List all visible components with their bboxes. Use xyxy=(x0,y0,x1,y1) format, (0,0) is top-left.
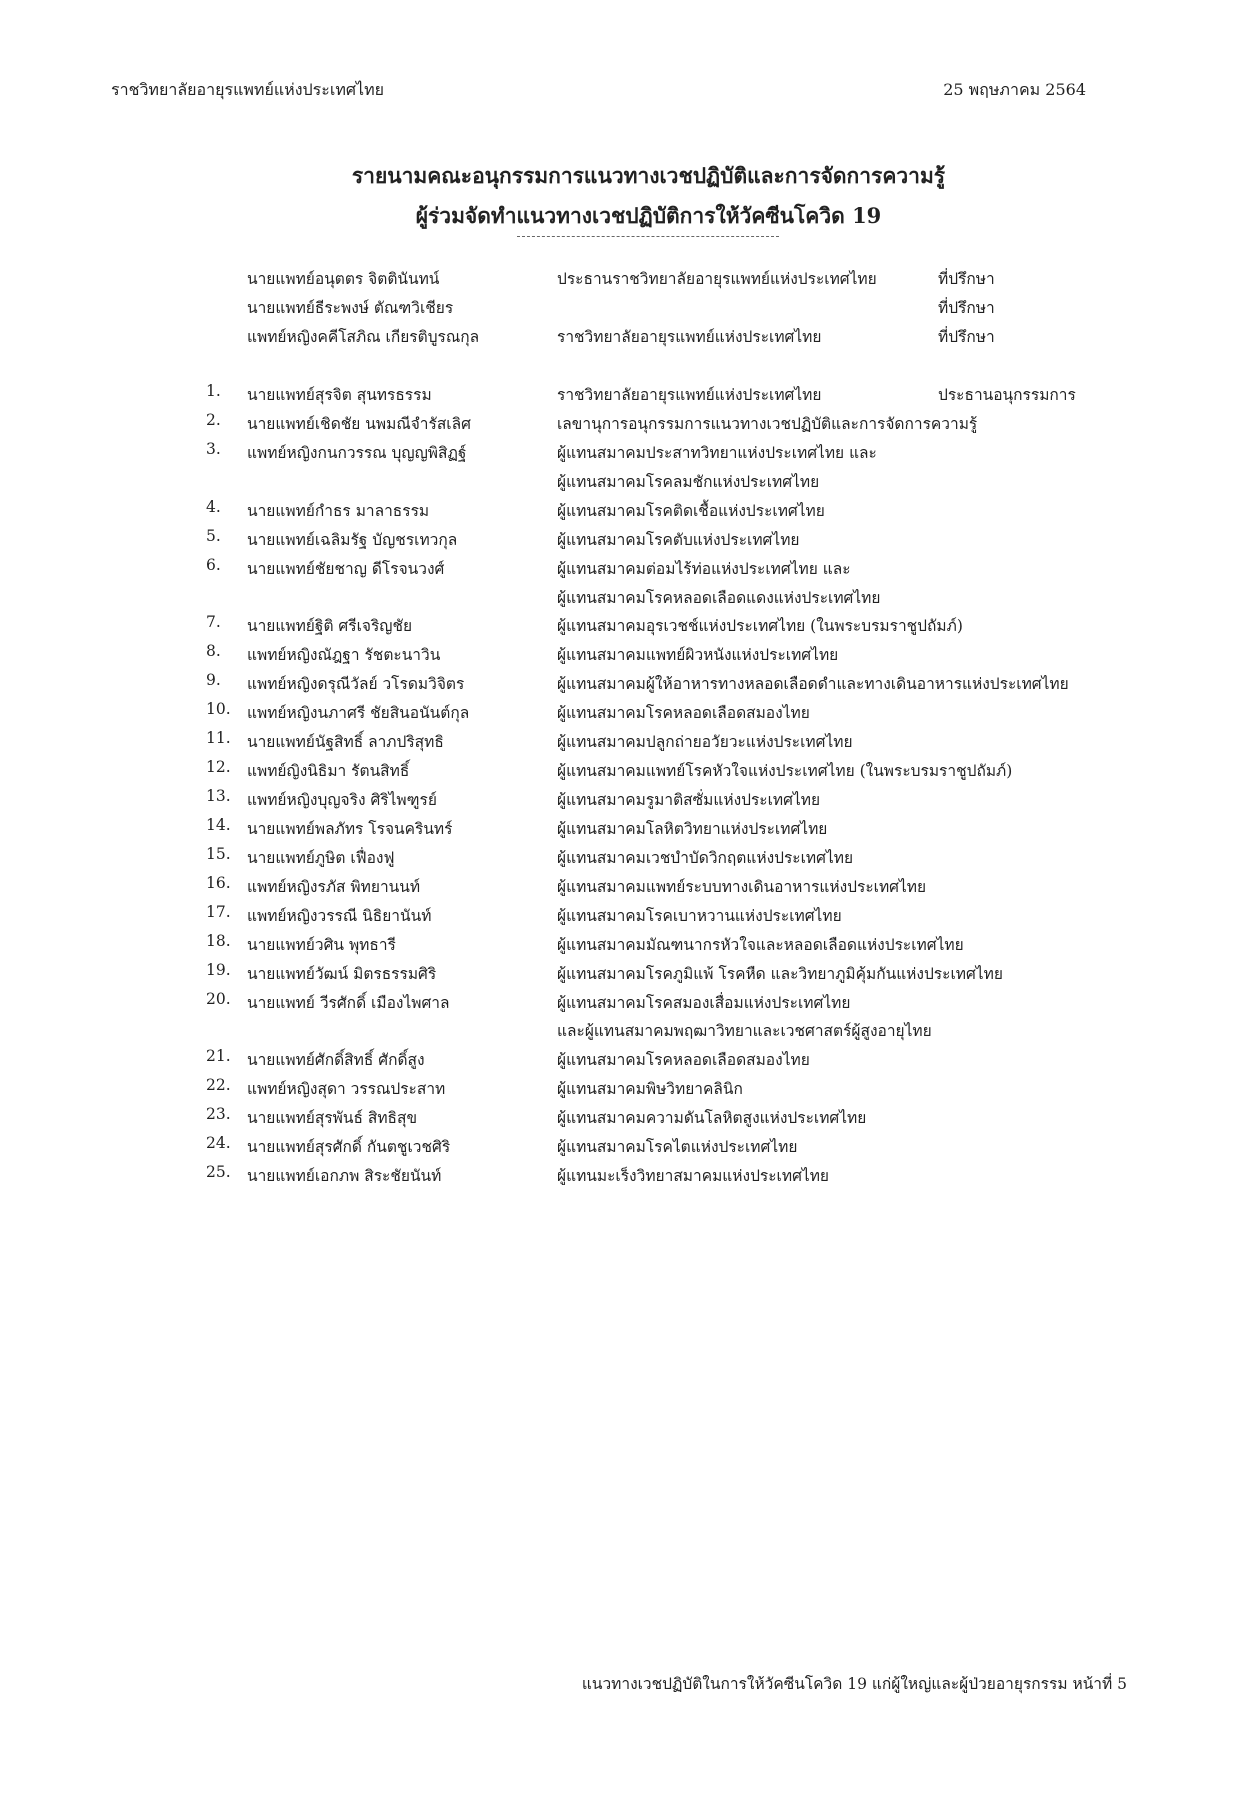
member-name: นายแพทย์เชิดชัย นพมณีจำรัสเลิศ xyxy=(247,415,471,433)
member-number: 9. xyxy=(206,671,221,689)
member-number: 3. xyxy=(206,440,221,458)
member-number: 23. xyxy=(206,1105,231,1123)
advisor-name: นายแพทย์ธีระพงษ์ ตัณฑวิเชียร xyxy=(247,299,454,317)
page-footer: แนวทางเวชปฏิบัติในการให้วัคซีนโควิด 19 แก่ผู้ใหญ่และผู้ป่วยอายุรกรรม หน้าที่ 5 xyxy=(581,1675,1127,1693)
member-name: แพทย์ญิงนิธิมา รัตนสิทธิ์ xyxy=(247,762,410,780)
member-affiliation: ผู้แทนสมาคมเวชบำบัดวิกฤตแห่งประเทศไทย xyxy=(557,849,854,867)
advisor-affiliation: ราชวิทยาลัยอายุรแพทย์แห่งประเทศไทย xyxy=(557,328,822,346)
member-number: 24. xyxy=(206,1134,231,1152)
member-name: นายแพทย์ศักดิ์สิทธิ์ ศักดิ์สูง xyxy=(247,1051,425,1069)
member-affiliation: ผู้แทนสมาคมโรคติดเชื้อแห่งประเทศไทย xyxy=(557,502,825,520)
member-name: แพทย์หญิงรภัส พิทยานนท์ xyxy=(247,878,421,896)
member-affiliation: ผู้แทนสมาคมอุรเวชช์แห่งประเทศไทย (ในพระบรมราชูปถัมภ์) xyxy=(557,617,963,635)
member-affiliation: ผู้แทนสมาคมมัณฑนากรหัวใจและหลอดเลือดแห่งประเทศไทย xyxy=(557,936,964,954)
member-number: 7. xyxy=(206,613,221,631)
member-affiliation: ผู้แทนสมาคมโรคไตแห่งประเทศไทย xyxy=(557,1138,798,1156)
member-affiliation: ผู้แทนสมาคมต่อมไร้ท่อแห่งประเทศไทย และ xyxy=(557,560,851,578)
member-number: 6. xyxy=(206,556,221,574)
member-affiliation: ผู้แทนสมาคมโรคหลอดเลือดสมองไทย xyxy=(557,1051,810,1069)
page-subtitle: ผู้ร่วมจัดทำแนวทางเวชปฏิบัติการให้วัคซีนโควิด 19 xyxy=(415,203,882,228)
member-affiliation: และผู้แทนสมาคมพฤฒาวิทยาและเวชศาสตร์ผู้สูงอายุไทย xyxy=(557,1022,932,1040)
member-affiliation: ผู้แทนสมาคมแพทย์ผิวหนังแห่งประเทศไทย xyxy=(557,646,839,664)
member-affiliation: ผู้แทนสมาคมโรคลมชักแห่งประเทศไทย xyxy=(557,473,820,491)
member-affiliation: ผู้แทนมะเร็งวิทยาสมาคมแห่งประเทศไทย xyxy=(557,1167,830,1185)
member-number: 12. xyxy=(206,758,231,776)
member-name: นายแพทย์ วีรศักดิ์ เมืองไพศาล xyxy=(247,994,450,1012)
member-name: นายแพทย์ฐิติ ศรีเจริญชัย xyxy=(247,617,413,635)
member-name: นายแพทย์สุรพันธ์ สิทธิสุข xyxy=(247,1109,418,1127)
member-name: นายแพทย์วัฒน์ มิตรธรรมศิริ xyxy=(247,965,437,983)
header-date: 25 พฤษภาคม 2564 xyxy=(943,80,1086,99)
member-number: 4. xyxy=(206,498,221,516)
member-number: 15. xyxy=(206,845,231,863)
member-affiliation: ผู้แทนสมาคมโลหิตวิทยาแห่งประเทศไทย xyxy=(557,820,828,838)
member-affiliation: ผู้แทนสมาคมแพทย์โรคหัวใจแห่งประเทศไทย (ในพระบรมราชูปถัมภ์) xyxy=(557,762,1013,780)
member-number: 21. xyxy=(206,1047,231,1065)
member-name: นายแพทย์พลภัทร โรจนครินทร์ xyxy=(247,820,453,838)
member-affiliation: เลขานุการอนุกรรมการแนวทางเวชปฏิบัติและการจัดการความรู้ xyxy=(557,415,978,433)
member-affiliation: ผู้แทนสมาคมประสาทวิทยาแห่งประเทศไทย และ xyxy=(557,444,877,462)
member-name: แพทย์หญิงบุญจริง ศิริไพฑูรย์ xyxy=(247,791,437,809)
member-number: 1. xyxy=(206,382,221,400)
member-affiliation: ผู้แทนสมาคมความดันโลหิตสูงแห่งประเทศไทย xyxy=(557,1109,867,1127)
member-affiliation: ผู้แทนสมาคมโรคภูมิแพ้ โรคหืด และวิทยาภูมิคุ้มกันแห่งประเทศไทย xyxy=(557,965,1003,983)
member-number: 14. xyxy=(206,816,231,834)
member-number: 19. xyxy=(206,961,231,979)
member-name: แพทย์หญิงวรรณี นิธิยานันท์ xyxy=(247,907,432,925)
member-number: 5. xyxy=(206,527,221,545)
member-name: นายแพทย์สุรจิต สุนทรธรรม xyxy=(247,386,432,404)
title-divider xyxy=(517,236,779,237)
member-affiliation: ผู้แทนสมาคมผู้ให้อาหารทางหลอดเลือดดำและทางเดินอาหารแห่งประเทศไทย xyxy=(557,675,1069,693)
member-number: 2. xyxy=(206,411,221,429)
member-name: นายแพทย์เอกภพ สิระชัยนันท์ xyxy=(247,1167,442,1185)
advisor-role: ที่ปรึกษา xyxy=(938,270,995,288)
advisor-name: แพทย์หญิงคคีโสภิณ เกียรติบูรณกุล xyxy=(247,328,480,346)
member-affiliation: ผู้แทนสมาคมรูมาติสซั่มแห่งประเทศไทย xyxy=(557,791,821,809)
advisor-name: นายแพทย์อนุตตร จิตตินันทน์ xyxy=(247,270,440,288)
member-role: ประธานอนุกรรมการ xyxy=(938,386,1076,404)
member-number: 8. xyxy=(206,642,221,660)
advisor-affiliation: ประธานราชวิทยาลัยอายุรแพทย์แห่งประเทศไทย xyxy=(557,270,877,288)
member-number: 20. xyxy=(206,990,231,1008)
member-number: 17. xyxy=(206,903,231,921)
member-name: แพทย์หญิงดรุณีวัลย์ วโรดมวิจิตร xyxy=(247,675,465,693)
member-number: 16. xyxy=(206,874,231,892)
member-name: แพทย์หญิงณัฎฐา รัชตะนาวิน xyxy=(247,646,441,664)
member-name: นายแพทย์เฉลิมรัฐ บัญชรเทวกุล xyxy=(247,531,458,549)
member-name: นายแพทย์นัฐสิทธิ์ ลาภปริสุทธิ xyxy=(247,733,444,751)
member-affiliation: ผู้แทนสมาคมโรคตับแห่งประเทศไทย xyxy=(557,531,800,549)
member-number: 10. xyxy=(206,700,231,718)
member-affiliation: ผู้แทนสมาคมโรคหลอดเลือดสมองไทย xyxy=(557,704,810,722)
member-name: นายแพทย์วศิน พุทธารี xyxy=(247,936,396,954)
member-affiliation: ผู้แทนสมาคมโรคเบาหวานแห่งประเทศไทย xyxy=(557,907,842,925)
member-affiliation: ผู้แทนสมาคมแพทย์ระบบทางเดินอาหารแห่งประเทศไทย xyxy=(557,878,927,896)
member-affiliation: ผู้แทนสมาคมโรคสมองเสื่อมแห่งประเทศไทย xyxy=(557,994,851,1012)
member-name: นายแพทย์ภูษิต เฟื่องฟู xyxy=(247,849,395,867)
advisor-role: ที่ปรึกษา xyxy=(938,328,995,346)
member-name: แพทย์หญิงสุดา วรรณประสาท xyxy=(247,1080,446,1098)
member-name: แพทย์หญิงนภาศรี ชัยสินอนันต์กุล xyxy=(247,704,470,722)
member-affiliation: ผู้แทนสมาคมพิษวิทยาคลินิก xyxy=(557,1080,743,1098)
member-number: 13. xyxy=(206,787,231,805)
member-name: นายแพทย์ชัยชาญ ดีโรจนวงศ์ xyxy=(247,560,445,578)
member-number: 11. xyxy=(206,729,231,747)
member-number: 18. xyxy=(206,932,231,950)
member-number: 25. xyxy=(206,1163,231,1181)
member-number: 22. xyxy=(206,1076,231,1094)
member-name: แพทย์หญิงกนกวรรณ บุญญพิสิฏฐ์ xyxy=(247,444,467,462)
member-affiliation: ผู้แทนสมาคมปลูกถ่ายอวัยวะแห่งประเทศไทย xyxy=(557,733,853,751)
advisor-role: ที่ปรึกษา xyxy=(938,299,995,317)
member-name: นายแพทย์กำธร มาลาธรรม xyxy=(247,502,430,520)
member-affiliation: ราชวิทยาลัยอายุรแพทย์แห่งประเทศไทย xyxy=(557,386,822,404)
member-name: นายแพทย์สุรศักดิ์ กันตชูเวชศิริ xyxy=(247,1138,451,1156)
page-title: รายนามคณะอนุกรรมการแนวทางเวชปฏิบัติและการจัดการความรู้ xyxy=(351,163,946,188)
member-affiliation: ผู้แทนสมาคมโรคหลอดเลือดแดงแห่งประเทศไทย xyxy=(557,589,881,607)
header-organization: ราชวิทยาลัยอายุรแพทย์แห่งประเทศไทย xyxy=(111,80,385,99)
